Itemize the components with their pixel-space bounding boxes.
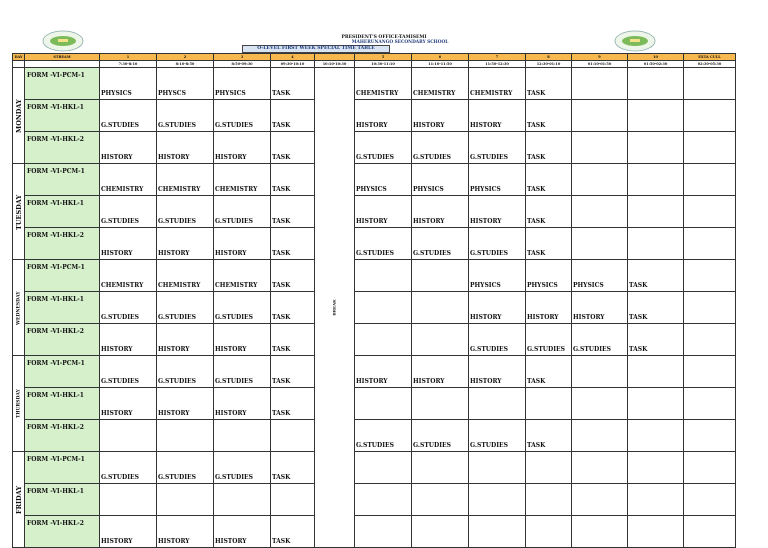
subject-cell xyxy=(628,452,684,484)
header-period xyxy=(315,54,355,61)
subject-cell: HISTORY xyxy=(157,324,214,356)
timetable-row xyxy=(13,484,736,516)
subject-cell: G.STUDIES xyxy=(157,452,214,484)
day-label: FRIDAY xyxy=(13,452,25,548)
subject-cell: G.STUDIES xyxy=(469,228,526,260)
subject-cell: HISTORY xyxy=(469,196,526,228)
subject-cell xyxy=(412,324,469,356)
subject-cell xyxy=(572,228,628,260)
subject-cell xyxy=(628,68,684,100)
stream-label: FORM -VI-HKL-2 xyxy=(25,132,100,164)
header-stream: STREAM xyxy=(25,54,100,61)
subject-cell xyxy=(684,420,736,452)
subject-cell: HISTORY xyxy=(157,516,214,548)
subject-cell: TASK xyxy=(271,292,315,324)
subject-cell: TASK xyxy=(271,100,315,132)
subject-cell: G.STUDIES xyxy=(157,292,214,324)
subject-cell: TASK xyxy=(271,196,315,228)
subject-cell: TASK xyxy=(526,132,572,164)
subject-cell: TASK xyxy=(271,228,315,260)
subject-cell: TASK xyxy=(628,260,684,292)
subject-cell: G.STUDIES xyxy=(214,100,271,132)
subject-cell: HISTORY xyxy=(526,292,572,324)
subject-cell: G.STUDIES xyxy=(412,420,469,452)
subject-cell xyxy=(684,324,736,356)
timetable-row xyxy=(13,292,736,324)
subject-cell: G.STUDIES xyxy=(100,292,157,324)
header-time: 8:50-09:30 xyxy=(214,61,271,68)
stream-label: FORM -VI-HKL-2 xyxy=(25,420,100,452)
subject-cell xyxy=(157,484,214,516)
timetable-row xyxy=(13,132,736,164)
subject-cell xyxy=(684,228,736,260)
subject-cell: PHYSICS xyxy=(526,260,572,292)
stream-label: FORM -VI-HKL-1 xyxy=(25,292,100,324)
subject-cell xyxy=(628,228,684,260)
stream-label: FORM -VI-PCM-1 xyxy=(25,68,100,100)
subject-cell xyxy=(469,484,526,516)
subject-cell: HISTORY xyxy=(572,292,628,324)
subject-cell: TASK xyxy=(271,356,315,388)
subject-cell xyxy=(469,388,526,420)
subject-cell xyxy=(572,420,628,452)
subject-cell: G.STUDIES xyxy=(412,228,469,260)
stream-label: FORM -VI-HKL-1 xyxy=(25,196,100,228)
subject-cell: TASK xyxy=(526,420,572,452)
subject-cell xyxy=(355,388,412,420)
timetable-row xyxy=(13,388,736,420)
subject-cell: G.STUDIES xyxy=(214,196,271,228)
subject-cell xyxy=(684,484,736,516)
header-day: DAY xyxy=(14,55,23,59)
subject-cell: TASK xyxy=(271,68,315,100)
subject-cell: HISTORY xyxy=(412,100,469,132)
subject-cell: TASK xyxy=(271,388,315,420)
subject-cell xyxy=(628,388,684,420)
subject-cell: HISTORY xyxy=(157,132,214,164)
subject-cell: HISTORY xyxy=(100,388,157,420)
subject-cell xyxy=(684,260,736,292)
header-time: 02:30-05:30 xyxy=(684,61,736,68)
timetable-title: O-LEVEL FIRST WEEK SPECIAL TIME TABLE xyxy=(242,45,390,53)
subject-cell: PHYSCS xyxy=(157,68,214,100)
day-label: THURSDAY xyxy=(13,356,25,452)
subject-cell: TASK xyxy=(526,100,572,132)
subject-cell: G.STUDIES xyxy=(157,100,214,132)
subject-cell xyxy=(628,484,684,516)
subject-cell xyxy=(355,324,412,356)
subject-cell: G.STUDIES xyxy=(214,356,271,388)
stream-label: FORM -VI-PCM-1 xyxy=(25,260,100,292)
school-name: MAHERUNANGO SECONDARY SCHOOL xyxy=(351,40,449,45)
stream-label: FORM -VI-PCM-1 xyxy=(25,356,100,388)
header-time: 7:30-8:10 xyxy=(100,61,157,68)
header-time: 01:10-01:50 xyxy=(572,61,628,68)
subject-cell: CHEMISTRY xyxy=(214,164,271,196)
subject-cell: TASK xyxy=(271,164,315,196)
subject-cell xyxy=(572,164,628,196)
subject-cell xyxy=(214,484,271,516)
header-time: 12:30-01:10 xyxy=(526,61,572,68)
subject-cell: TASK xyxy=(271,324,315,356)
school-logo-right xyxy=(614,30,656,52)
subject-cell xyxy=(684,452,736,484)
subject-cell: HISTORY xyxy=(157,228,214,260)
subject-cell: HISTORY xyxy=(412,356,469,388)
subject-cell xyxy=(684,100,736,132)
subject-cell: G.STUDIES xyxy=(572,324,628,356)
subject-cell xyxy=(628,196,684,228)
stream-label: FORM -VI-PCM-1 xyxy=(25,452,100,484)
header-time: 8:10-8:50 xyxy=(157,61,214,68)
subject-cell xyxy=(412,292,469,324)
timetable-row xyxy=(13,68,736,100)
subject-cell: PHYSICS xyxy=(412,164,469,196)
subject-cell xyxy=(684,68,736,100)
header-time: 10:30-11:10 xyxy=(355,61,412,68)
subject-cell: TASK xyxy=(526,228,572,260)
stream-label: FORM -VI-HKL-1 xyxy=(25,100,100,132)
subject-cell xyxy=(157,420,214,452)
subject-cell: HISTORY xyxy=(469,292,526,324)
subject-cell xyxy=(684,388,736,420)
header-blank xyxy=(13,61,25,68)
subject-cell: G.STUDIES xyxy=(355,132,412,164)
subject-cell: HISTORY xyxy=(412,196,469,228)
break-label: BREAK xyxy=(332,299,337,316)
header-period: 5 xyxy=(355,54,412,61)
subject-cell: G.STUDIES xyxy=(469,132,526,164)
day-label: WEDNESDAY xyxy=(13,260,25,356)
subject-cell xyxy=(355,452,412,484)
subject-cell xyxy=(684,196,736,228)
subject-cell xyxy=(684,132,736,164)
header-period: 8 xyxy=(526,54,572,61)
subject-cell: CHEMISTRY xyxy=(355,68,412,100)
subject-cell: G.STUDIES xyxy=(526,324,572,356)
header-period: 1 xyxy=(100,54,157,61)
subject-cell: CHEMISTRY xyxy=(469,68,526,100)
subject-cell xyxy=(412,388,469,420)
subject-cell xyxy=(214,420,271,452)
subject-cell: PHYSICS xyxy=(572,260,628,292)
subject-cell: HISTORY xyxy=(355,100,412,132)
subject-cell: CHEMISTRY xyxy=(157,164,214,196)
subject-cell xyxy=(100,420,157,452)
subject-cell: TASK xyxy=(271,452,315,484)
subject-cell xyxy=(271,484,315,516)
subject-cell: TASK xyxy=(628,292,684,324)
subject-cell: PHYSICS xyxy=(469,260,526,292)
subject-cell xyxy=(412,260,469,292)
subject-cell: PHYSICS xyxy=(214,68,271,100)
subject-cell xyxy=(412,452,469,484)
subject-cell: HISTORY xyxy=(100,324,157,356)
subject-cell: HISTORY xyxy=(157,388,214,420)
subject-cell xyxy=(572,100,628,132)
break-column xyxy=(315,68,355,548)
subject-cell: CHEMISTRY xyxy=(157,260,214,292)
subject-cell: HISTORY xyxy=(355,196,412,228)
subject-cell: HISTORY xyxy=(100,516,157,548)
subject-cell: G.STUDIES xyxy=(412,132,469,164)
subject-cell: HISTORY xyxy=(214,516,271,548)
header-time: 11:10-11:50 xyxy=(412,61,469,68)
subject-cell: G.STUDIES xyxy=(469,420,526,452)
header-time: 11:50-12:30 xyxy=(469,61,526,68)
subject-cell xyxy=(628,356,684,388)
subject-cell: CHEMISTRY xyxy=(214,260,271,292)
subject-cell xyxy=(412,484,469,516)
subject-cell xyxy=(572,68,628,100)
subject-cell: CHEMISTRY xyxy=(412,68,469,100)
stream-label: FORM -VI-PCM-1 xyxy=(25,164,100,196)
office-title: PRESIDENT'S OFFICE-TAMISEMI xyxy=(341,35,427,40)
subject-cell: G.STUDIES xyxy=(355,228,412,260)
timetable-row xyxy=(13,452,736,484)
stream-label: FORM -VI-HKL-1 xyxy=(25,484,100,516)
subject-cell: G.STUDIES xyxy=(355,420,412,452)
header-period: 4 xyxy=(271,54,315,61)
subject-cell: HISTORY xyxy=(469,356,526,388)
subject-cell: TASK xyxy=(271,260,315,292)
subject-cell: G.STUDIES xyxy=(157,196,214,228)
subject-cell: G.STUDIES xyxy=(469,324,526,356)
subject-cell xyxy=(572,484,628,516)
subject-cell xyxy=(572,196,628,228)
stream-label: FORM -VI-HKL-2 xyxy=(25,324,100,356)
subject-cell: TASK xyxy=(271,132,315,164)
subject-cell xyxy=(526,452,572,484)
subject-cell: TASK xyxy=(526,68,572,100)
subject-cell xyxy=(355,260,412,292)
header-period: 7 xyxy=(469,54,526,61)
subject-cell: HISTORY xyxy=(214,324,271,356)
subject-cell: G.STUDIES xyxy=(214,292,271,324)
subject-cell xyxy=(526,484,572,516)
subject-cell xyxy=(469,452,526,484)
subject-cell xyxy=(628,100,684,132)
timetable-row xyxy=(13,164,736,196)
subject-cell: TASK xyxy=(271,516,315,548)
subject-cell: PHYSICS xyxy=(469,164,526,196)
subject-cell xyxy=(572,388,628,420)
subject-cell: G.STUDIES xyxy=(100,356,157,388)
subject-cell: G.STUDIES xyxy=(157,356,214,388)
subject-cell xyxy=(572,132,628,164)
subject-cell: TASK xyxy=(526,164,572,196)
subject-cell xyxy=(355,292,412,324)
header-period: 3 xyxy=(214,54,271,61)
subject-cell: HISTORY xyxy=(469,100,526,132)
subject-cell xyxy=(684,292,736,324)
timetable-row xyxy=(13,260,736,292)
subject-cell: PHYSICS xyxy=(100,68,157,100)
subject-cell xyxy=(355,484,412,516)
header-blank xyxy=(25,61,100,68)
stream-label: FORM -VI-HKL-2 xyxy=(25,228,100,260)
timetable-row xyxy=(13,100,736,132)
timetable-row xyxy=(13,420,736,452)
header-period: 2 xyxy=(157,54,214,61)
timetable xyxy=(12,53,736,548)
subject-cell: HISTORY xyxy=(214,228,271,260)
subject-cell: TASK xyxy=(526,196,572,228)
stream-label: FORM -VI-HKL-2 xyxy=(25,516,100,548)
subject-cell xyxy=(628,420,684,452)
subject-cell: G.STUDIES xyxy=(214,452,271,484)
timetable-row xyxy=(13,356,736,388)
header-time: 10:10-10:30 xyxy=(315,61,355,68)
header-period: 9 xyxy=(572,54,628,61)
subject-cell: HISTORY xyxy=(214,132,271,164)
header-time: 09:30-10:10 xyxy=(271,61,315,68)
subject-cell: TASK xyxy=(628,324,684,356)
subject-cell xyxy=(100,484,157,516)
subject-cell: G.STUDIES xyxy=(100,452,157,484)
subject-cell xyxy=(684,164,736,196)
subject-cell: CHEMISTRY xyxy=(100,260,157,292)
subject-cell: HISTORY xyxy=(100,132,157,164)
header-period: 10 xyxy=(628,54,684,61)
timetable-row xyxy=(13,228,736,260)
subject-cell xyxy=(628,164,684,196)
subject-cell: HISTORY xyxy=(100,228,157,260)
header-period: EXTA CULL xyxy=(684,54,736,61)
subject-cell xyxy=(684,356,736,388)
subject-cell: TASK xyxy=(526,356,572,388)
subject-cell xyxy=(572,356,628,388)
stream-label: FORM -VI-HKL-1 xyxy=(25,388,100,420)
subject-cell: G.STUDIES xyxy=(100,196,157,228)
school-logo-left xyxy=(42,30,84,52)
subject-cell: HISTORY xyxy=(214,388,271,420)
day-label: TUESDAY xyxy=(13,164,25,260)
timetable-row xyxy=(13,196,736,228)
subject-cell xyxy=(572,452,628,484)
subject-cell: CHEMISTRY xyxy=(100,164,157,196)
subject-cell xyxy=(271,420,315,452)
subject-cell xyxy=(526,388,572,420)
subject-cell xyxy=(628,132,684,164)
timetable-row xyxy=(13,324,736,356)
subject-cell: PHYSICS xyxy=(355,164,412,196)
subject-cell: G.STUDIES xyxy=(100,100,157,132)
day-label: MONDAY xyxy=(13,68,25,164)
header-time: 01:50-02:30 xyxy=(628,61,684,68)
subject-cell: HISTORY xyxy=(355,356,412,388)
header-period: 6 xyxy=(412,54,469,61)
